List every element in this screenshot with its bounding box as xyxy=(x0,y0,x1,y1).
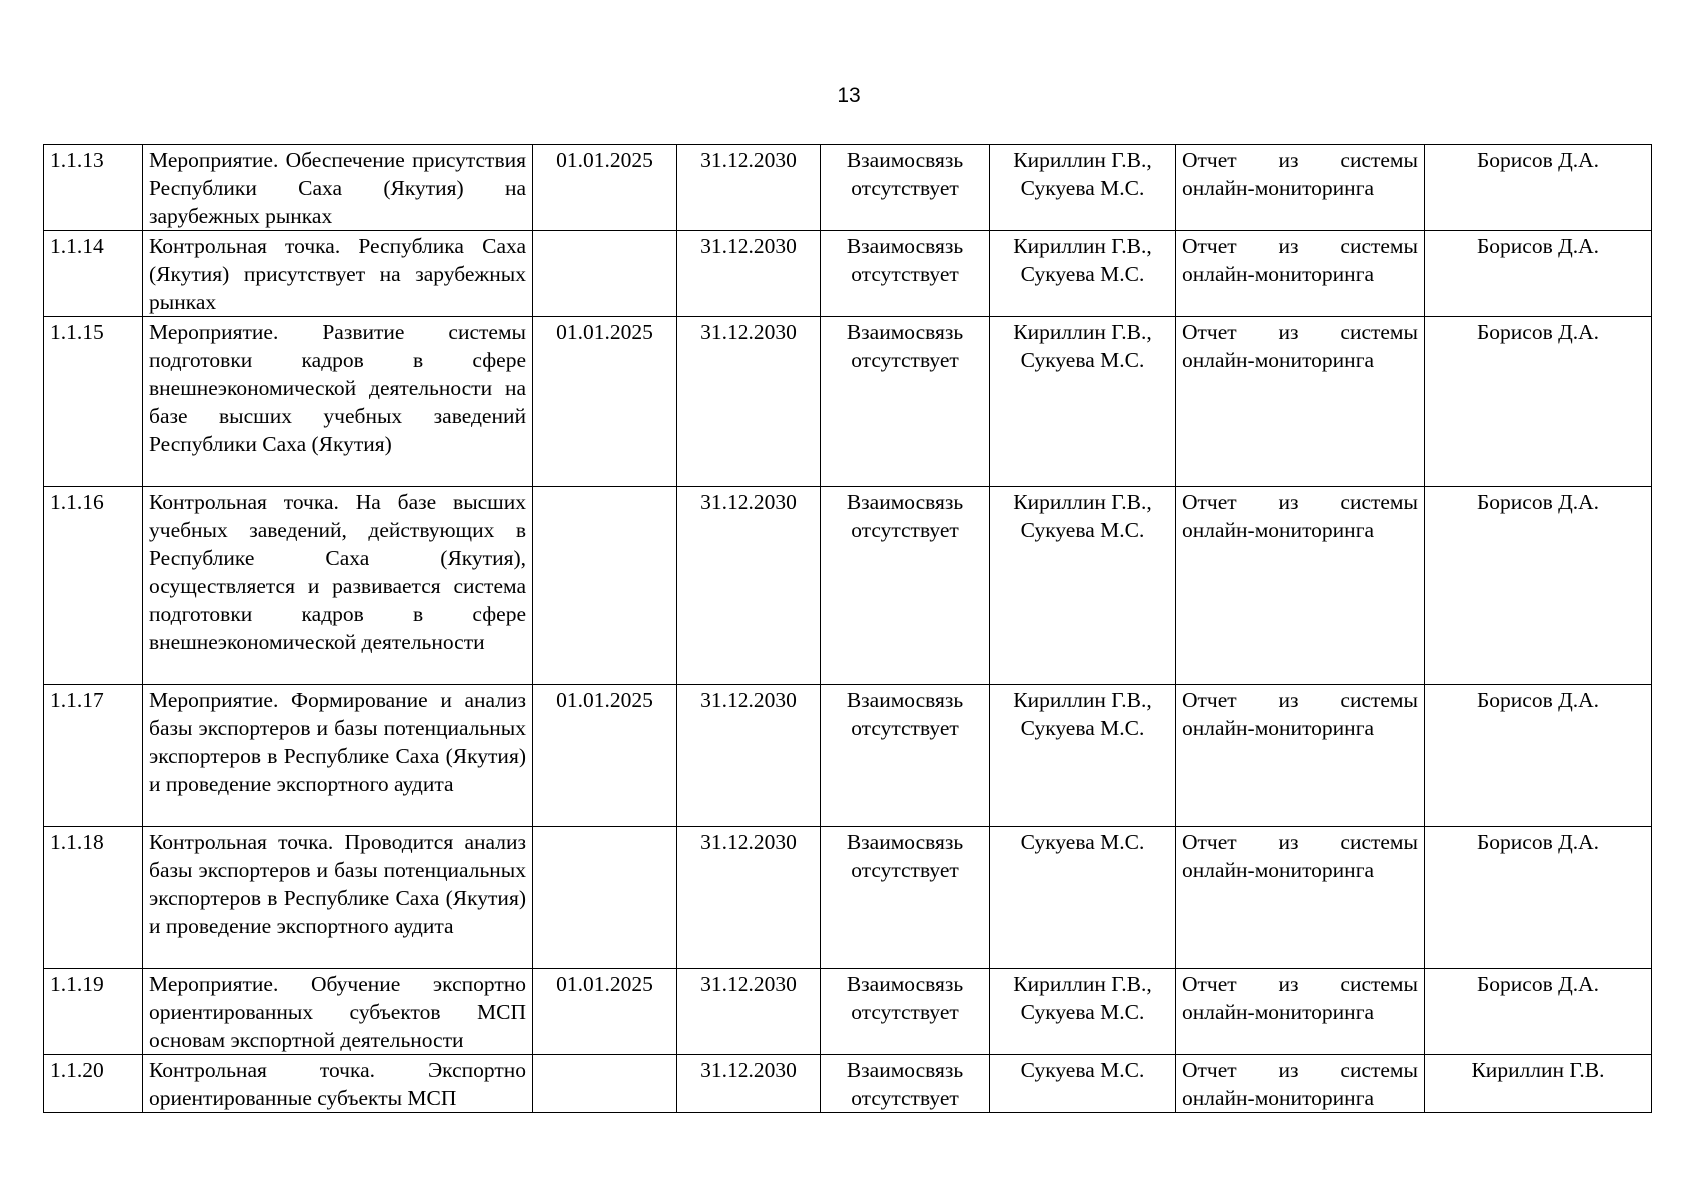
relation: Взаимосвязь отсутствует xyxy=(821,317,990,487)
item-name: Мероприятие. Формирование и анализ базы экспортеров и базы потенциальных экспортеров в Республике Саха (Якутия) и проведение экспортного аудита xyxy=(143,685,533,827)
row-number: 1.1.19 xyxy=(44,969,143,1055)
start-date: 01.01.2025 xyxy=(533,685,677,827)
item-name: Контрольная точка. Экспортно ориентированные субъекты МСП xyxy=(143,1055,533,1113)
confirming-document: Отчет из системы онлайн-мониторинга xyxy=(1176,969,1425,1055)
relation: Взаимосвязь отсутствует xyxy=(821,827,990,969)
item-name: Мероприятие. Обучение экспортно ориентированных субъектов МСП основам экспортной деятельности xyxy=(143,969,533,1055)
executors: Кириллин Г.В., Сукуева М.С. xyxy=(990,685,1176,827)
end-date: 31.12.2030 xyxy=(677,145,821,231)
row-number: 1.1.15 xyxy=(44,317,143,487)
table-row xyxy=(44,1055,1652,1113)
confirming-document: Отчет из системы онлайн-мониторинга xyxy=(1176,1055,1425,1113)
responsible: Борисов Д.А. xyxy=(1425,231,1652,317)
row-number: 1.1.14 xyxy=(44,231,143,317)
item-name: Контрольная точка. Республика Саха (Якутия) присутствует на зарубежных рынках xyxy=(143,231,533,317)
relation: Взаимосвязь отсутствует xyxy=(821,1055,990,1113)
responsible: Борисов Д.А. xyxy=(1425,827,1652,969)
start-date xyxy=(533,487,677,685)
row-number: 1.1.20 xyxy=(44,1055,143,1113)
end-date: 31.12.2030 xyxy=(677,487,821,685)
executors: Кириллин Г.В., Сукуева М.С. xyxy=(990,145,1176,231)
row-number: 1.1.18 xyxy=(44,827,143,969)
row-number: 1.1.16 xyxy=(44,487,143,685)
relation: Взаимосвязь отсутствует xyxy=(821,231,990,317)
end-date: 31.12.2030 xyxy=(677,685,821,827)
relation: Взаимосвязь отсутствует xyxy=(821,487,990,685)
start-date: 01.01.2025 xyxy=(533,317,677,487)
responsible: Борисов Д.А. xyxy=(1425,969,1652,1055)
start-date xyxy=(533,231,677,317)
executors: Сукуева М.С. xyxy=(990,827,1176,969)
row-number: 1.1.13 xyxy=(44,145,143,231)
item-name: Мероприятие. Развитие системы подготовки кадров в сфере внешнеэкономической деятельности на базе высших учебных заведений Республики Саха (Якутия) xyxy=(143,317,533,487)
item-name: Контрольная точка. На базе высших учебных заведений, действующих в Республике Саха (Якутия), осуществляется и развивается система подготовки кадров в сфере внешнеэкономической деятельности xyxy=(143,487,533,685)
item-name: Мероприятие. Обеспечение присутствия Республики Саха (Якутия) на зарубежных рынках xyxy=(143,145,533,231)
table-row xyxy=(44,145,1652,231)
end-date: 31.12.2030 xyxy=(677,969,821,1055)
table-row xyxy=(44,969,1652,1055)
start-date xyxy=(533,827,677,969)
start-date xyxy=(533,1055,677,1113)
executors: Сукуева М.С. xyxy=(990,1055,1176,1113)
confirming-document: Отчет из системы онлайн-мониторинга xyxy=(1176,685,1425,827)
table-row xyxy=(44,317,1652,487)
confirming-document: Отчет из системы онлайн-мониторинга xyxy=(1176,487,1425,685)
end-date: 31.12.2030 xyxy=(677,827,821,969)
confirming-document: Отчет из системы онлайн-мониторинга xyxy=(1176,231,1425,317)
executors: Кириллин Г.В., Сукуева М.С. xyxy=(990,317,1176,487)
start-date: 01.01.2025 xyxy=(533,969,677,1055)
executors: Кириллин Г.В., Сукуева М.С. xyxy=(990,231,1176,317)
table-row xyxy=(44,487,1652,685)
responsible: Борисов Д.А. xyxy=(1425,145,1652,231)
end-date: 31.12.2030 xyxy=(677,231,821,317)
page-number: 13 xyxy=(837,84,861,107)
table-row xyxy=(44,685,1652,827)
relation: Взаимосвязь отсутствует xyxy=(821,145,990,231)
responsible: Борисов Д.А. xyxy=(1425,317,1652,487)
confirming-document: Отчет из системы онлайн-мониторинга xyxy=(1176,317,1425,487)
executors: Кириллин Г.В., Сукуева М.С. xyxy=(990,487,1176,685)
plan-table xyxy=(43,144,1652,1113)
item-name: Контрольная точка. Проводится анализ базы экспортеров и базы потенциальных экспортеров в Республике Саха (Якутия) и проведение экспортного аудита xyxy=(143,827,533,969)
responsible: Борисов Д.А. xyxy=(1425,685,1652,827)
row-number: 1.1.17 xyxy=(44,685,143,827)
end-date: 31.12.2030 xyxy=(677,317,821,487)
table-row xyxy=(44,231,1652,317)
confirming-document: Отчет из системы онлайн-мониторинга xyxy=(1176,145,1425,231)
confirming-document: Отчет из системы онлайн-мониторинга xyxy=(1176,827,1425,969)
executors: Кириллин Г.В., Сукуева М.С. xyxy=(990,969,1176,1055)
responsible: Борисов Д.А. xyxy=(1425,487,1652,685)
start-date: 01.01.2025 xyxy=(533,145,677,231)
relation: Взаимосвязь отсутствует xyxy=(821,685,990,827)
table-row xyxy=(44,827,1652,969)
responsible: Кириллин Г.В. xyxy=(1425,1055,1652,1113)
end-date: 31.12.2030 xyxy=(677,1055,821,1113)
relation: Взаимосвязь отсутствует xyxy=(821,969,990,1055)
